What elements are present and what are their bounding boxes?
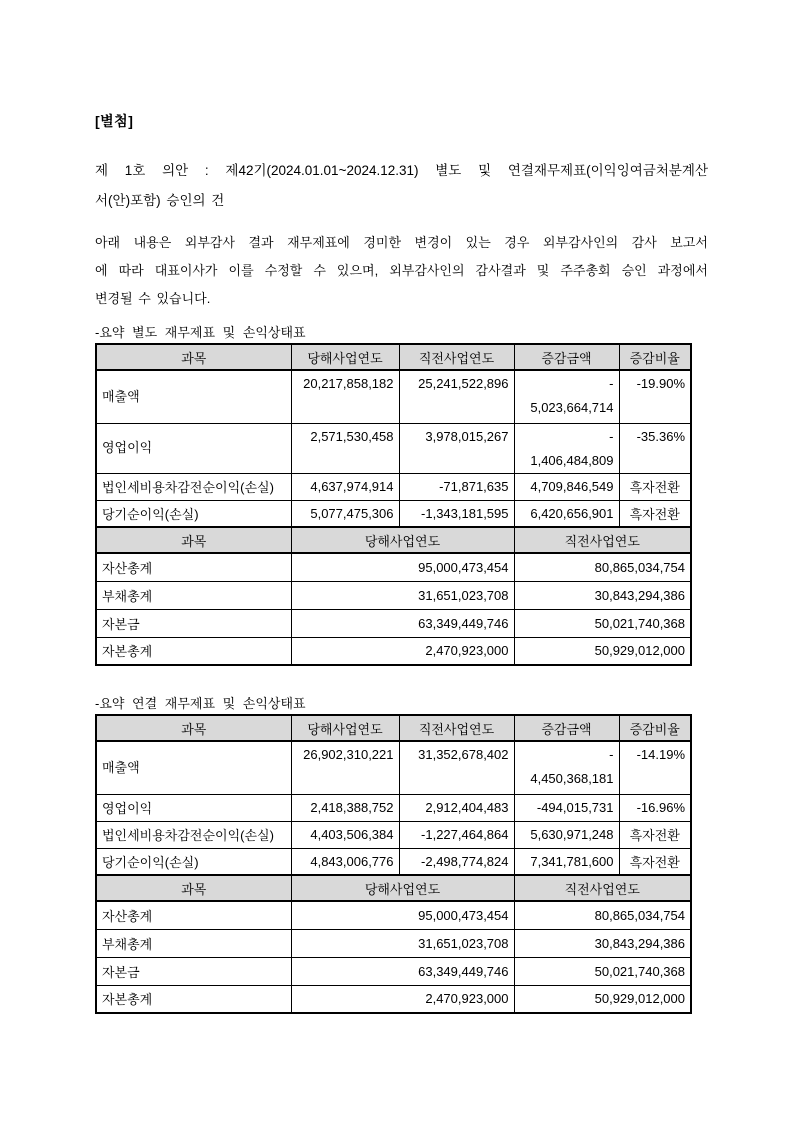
total-liabilities-previous: 30,843,294,386: [514, 581, 691, 609]
col-header-change-ratio: 증감비율: [619, 344, 691, 370]
total-assets-current: 95,000,473,454: [291, 901, 514, 929]
revenue-change: [514, 741, 619, 794]
capital-stock-label: 자본금: [96, 957, 291, 985]
operating-profit-change: [514, 423, 619, 473]
consolidated-row-net-profit: [96, 848, 691, 875]
total-liabilities-current: 31,651,023,708: [291, 929, 514, 957]
consolidated-row-total-liabilities: [96, 929, 691, 957]
separate-row-total-assets: [96, 553, 691, 581]
operating-profit-current: 2,571,530,458: [291, 423, 399, 473]
capital-stock-previous: 50,021,740,368: [514, 609, 691, 637]
capital-stock-current: 63,349,449,746: [291, 609, 514, 637]
capital-stock-label: 자본금: [96, 609, 291, 637]
total-equity-current: 2,470,923,000: [291, 637, 514, 665]
col-header-change-amount: 증감금액: [514, 715, 619, 741]
net-profit-change: 6,420,656,901: [514, 500, 619, 527]
separate-balance-header-row: [96, 527, 691, 553]
separate-row-capital-stock: [96, 609, 691, 637]
consolidated-row-operating-profit: [96, 794, 691, 821]
capital-stock-previous: 50,021,740,368: [514, 957, 691, 985]
operating-profit-change-sign: -: [609, 428, 614, 444]
col-header-current-year: 당해사업연도: [291, 715, 399, 741]
net-profit-current: 5,077,475,306: [291, 500, 399, 527]
pretax-profit-current: 4,637,974,914: [291, 473, 399, 500]
pretax-profit-label: 법인세비용차감전순이익(손실): [96, 821, 291, 848]
col-header-item: 과목: [96, 344, 291, 370]
total-liabilities-previous: 30,843,294,386: [514, 929, 691, 957]
operating-profit-previous: 2,912,404,483: [399, 794, 514, 821]
col-header-previous-year: 직전사업연도: [399, 344, 514, 370]
revenue-ratio: -14.19%: [619, 741, 691, 794]
net-profit-ratio: 흑자전환: [619, 848, 691, 875]
consolidated-financials-table: [95, 714, 692, 1014]
operating-profit-current: 2,418,388,752: [291, 794, 399, 821]
pretax-profit-ratio: 흑자전환: [619, 473, 691, 500]
net-profit-previous: -2,498,774,824: [399, 848, 514, 875]
separate-financials-table: [95, 343, 692, 666]
revenue-change-value: 4,450,368,181: [530, 771, 614, 786]
separate-row-total-liabilities: [96, 581, 691, 609]
section-spacer: [95, 666, 793, 693]
pretax-profit-current: 4,403,506,384: [291, 821, 399, 848]
revenue-previous: 31,352,678,402: [399, 741, 514, 794]
total-equity-label: 자본총계: [96, 985, 291, 1013]
pretax-profit-ratio: 흑자전환: [619, 821, 691, 848]
total-equity-label: 자본총계: [96, 637, 291, 665]
agenda-title: [95, 156, 708, 216]
col-header-previous-year: 직전사업연도: [399, 715, 514, 741]
operating-profit-change-value: 1,406,484,809: [530, 452, 614, 468]
consolidated-row-total-equity: [96, 985, 691, 1013]
col-header-previous-year: 직전사업연도: [514, 527, 691, 553]
total-assets-previous: 80,865,034,754: [514, 553, 691, 581]
total-assets-label: 자산총계: [96, 901, 291, 929]
operating-profit-change: -494,015,731: [514, 794, 619, 821]
separate-row-operating-profit: [96, 423, 691, 473]
net-profit-previous: -1,343,181,595: [399, 500, 514, 527]
pretax-profit-previous: -1,227,464,864: [399, 821, 514, 848]
col-header-change-amount: 증감금액: [514, 344, 619, 370]
operating-profit-label: 영업이익: [96, 794, 291, 821]
net-profit-ratio: 흑자전환: [619, 500, 691, 527]
separate-row-pretax-profit: [96, 473, 691, 500]
col-header-item: 과목: [96, 715, 291, 741]
total-liabilities-label: 부채총계: [96, 929, 291, 957]
note-line-1: 아래 내용은 외부감사 결과 재무제표에 경미한 변경이 있는 경우 외부감사인의 감사 보고서: [95, 235, 708, 250]
col-header-current-year: 당해사업연도: [291, 344, 399, 370]
col-header-item: 과목: [96, 875, 291, 901]
separate-table-caption: -요약 별도 재무제표 및 손익상태표: [95, 325, 306, 340]
revenue-current: 26,902,310,221: [291, 741, 399, 794]
revenue-change-value: 5,023,664,714: [530, 400, 614, 415]
separate-row-revenue: [96, 370, 691, 423]
note-line-2: 에 따라 대표이사가 이를 수정할 수 있으며, 외부감사인의 감사결과 및 주주총회 승인 과정에서: [95, 263, 708, 278]
total-equity-previous: 50,929,012,000: [514, 985, 691, 1013]
pretax-profit-previous: -71,871,635: [399, 473, 514, 500]
consolidated-row-revenue: [96, 741, 691, 794]
agenda-line-2: 서(안)포함) 승인의 건: [95, 193, 225, 208]
net-profit-label: 당기순이익(손실): [96, 848, 291, 875]
net-profit-label: 당기순이익(손실): [96, 500, 291, 527]
separate-row-net-profit: [96, 500, 691, 527]
total-liabilities-label: 부채총계: [96, 581, 291, 609]
revenue-label: 매출액: [96, 370, 291, 423]
col-header-current-year: 당해사업연도: [291, 875, 514, 901]
separate-financials-section: [95, 322, 793, 666]
consolidated-row-capital-stock: [96, 957, 691, 985]
separate-row-total-equity: [96, 637, 691, 665]
col-header-item: 과목: [96, 527, 291, 553]
pretax-profit-label: 법인세비용차감전순이익(손실): [96, 473, 291, 500]
consolidated-row-pretax-profit: [96, 821, 691, 848]
agenda-line-1: 제 1호 의안 : 제42기(2024.01.01~2024.12.31) 별도 및 연결재무제표(이익잉여금처분계산: [95, 163, 708, 178]
total-assets-current: 95,000,473,454: [291, 553, 514, 581]
revenue-previous: 25,241,522,896: [399, 370, 514, 423]
revenue-current: 20,217,858,182: [291, 370, 399, 423]
revenue-label: 매출액: [96, 741, 291, 794]
revenue-change: [514, 370, 619, 423]
revenue-change-sign: -: [609, 376, 614, 391]
total-equity-current: 2,470,923,000: [291, 985, 514, 1013]
total-liabilities-current: 31,651,023,708: [291, 581, 514, 609]
total-assets-label: 자산총계: [96, 553, 291, 581]
consolidated-income-header-row: [96, 715, 691, 741]
col-header-previous-year: 직전사업연도: [514, 875, 691, 901]
operating-profit-ratio: -16.96%: [619, 794, 691, 821]
consolidated-table-caption: -요약 연결 재무제표 및 손익상태표: [95, 696, 306, 711]
audit-note: [95, 229, 708, 313]
net-profit-change: 7,341,781,600: [514, 848, 619, 875]
consolidated-balance-header-row: [96, 875, 691, 901]
operating-profit-previous: 3,978,015,267: [399, 423, 514, 473]
pretax-profit-change: 5,630,971,248: [514, 821, 619, 848]
net-profit-current: 4,843,006,776: [291, 848, 399, 875]
operating-profit-ratio: -35.36%: [619, 423, 691, 473]
consolidated-row-total-assets: [96, 901, 691, 929]
revenue-change-sign: -: [609, 747, 614, 762]
operating-profit-label: 영업이익: [96, 423, 291, 473]
consolidated-financials-section: [95, 693, 793, 1014]
pretax-profit-change: 4,709,846,549: [514, 473, 619, 500]
attachment-tag: [별첨]: [95, 113, 134, 129]
revenue-ratio: -19.90%: [619, 370, 691, 423]
separate-income-header-row: [96, 344, 691, 370]
total-assets-previous: 80,865,034,754: [514, 901, 691, 929]
total-equity-previous: 50,929,012,000: [514, 637, 691, 665]
note-line-3: 변경될 수 있습니다.: [95, 291, 211, 306]
capital-stock-current: 63,349,449,746: [291, 957, 514, 985]
col-header-current-year: 당해사업연도: [291, 527, 514, 553]
col-header-change-ratio: 증감비율: [619, 715, 691, 741]
